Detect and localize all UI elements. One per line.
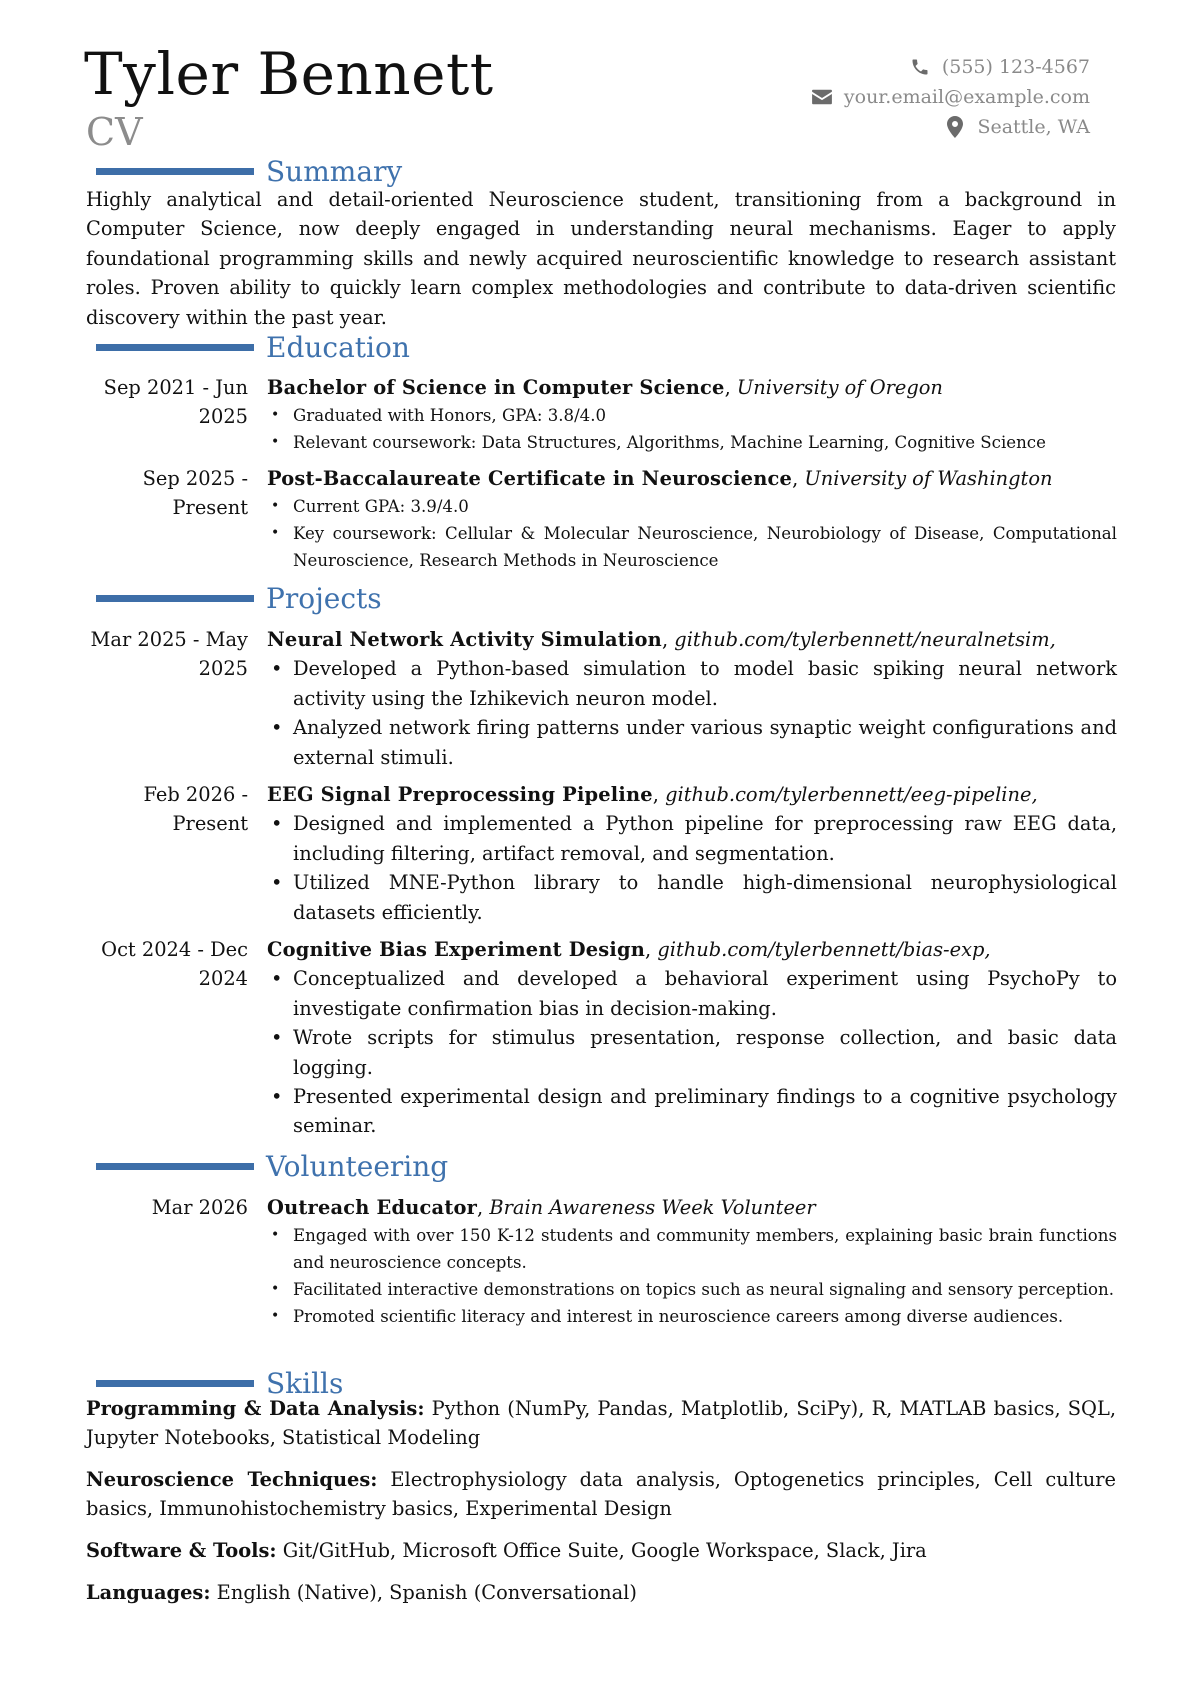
section-accent-bar: [96, 344, 254, 351]
skill-value: English (Native), Spanish (Conversational): [216, 1581, 637, 1604]
entry-title: Bachelor of Science in Computer Science: [267, 376, 725, 399]
entry-org: University of Washington: [804, 467, 1053, 490]
person-name: Tyler Bennett: [84, 40, 494, 108]
bullet-item: • Current GPA: 3.9/4.0: [267, 493, 1117, 520]
entry-date: Sep 2025 - Present: [142, 467, 248, 520]
entry-date: Oct 2024 - Dec 2024: [101, 938, 248, 991]
bullet-item: • Relevant coursework: Data Structures, Algorithms, Machine Learning, Cognitive Science: [267, 429, 1117, 456]
entry-bullets: [267, 964, 1117, 1140]
bullet-item: • Key coursework: Cellular & Molecular Neuroscience, Neurobiology of Disease, Computational Neuroscience, Research Methods in Neuroscience: [267, 520, 1117, 574]
entry-heading: Outreach Educator, Brain Awareness Week Volunteer: [267, 1196, 816, 1219]
entry-heading: Neural Network Activity Simulation, github.com/tylerbennett/neuralnetsim,: [267, 628, 1056, 651]
skill-row: [86, 1465, 1116, 1524]
skill-row: [86, 1578, 1116, 1607]
section-accent-bar: [96, 595, 254, 602]
skill-row: [86, 1394, 1116, 1453]
bullet-item: • Developed a Python-based simulation to model basic spiking neural network activity using the Izhikevich neuron model.: [267, 654, 1117, 713]
entry-heading: EEG Signal Preprocessing Pipeline, github.com/tylerbennett/eeg-pipeline,: [267, 783, 1038, 806]
project-link[interactable]: github.com/tylerbennett/eeg-pipeline,: [665, 783, 1038, 806]
section-title: Summary: [266, 155, 403, 188]
skill-label: Neuroscience Techniques:: [86, 1468, 378, 1491]
entry-title: Neural Network Activity Simulation: [267, 628, 662, 651]
bullet-item: • Promoted scientific literacy and interest in neuroscience careers among diverse audiences.: [267, 1303, 1117, 1330]
entry-title: Cognitive Bias Experiment Design: [267, 938, 646, 961]
entry-date: Feb 2026 - Present: [143, 783, 248, 836]
phone-icon: [906, 56, 934, 78]
map-pin-icon: [941, 116, 969, 138]
section-title: Education: [266, 331, 410, 364]
bullet-item: • Utilized MNE-Python library to handle high-dimensional neurophysiological datasets efficiently.: [267, 868, 1117, 927]
entry-title: EEG Signal Preprocessing Pipeline: [267, 783, 653, 806]
entry-date: Mar 2026: [151, 1196, 248, 1219]
contact-phone[interactable]: [670, 52, 1090, 82]
entry-bullets: [267, 654, 1117, 772]
bullet-item: • Conceptualized and developed a behavioral experiment using PsychoPy to investigate confirmation bias in decision-making.: [267, 964, 1117, 1023]
bullet-item: • Presented experimental design and preliminary findings to a cognitive psychology seminar.: [267, 1082, 1117, 1141]
skill-value: Electrophysiology data analysis, Optogenetics principles, Cell culture basics, Immunohistochemistry basics, Experimental Design: [86, 1468, 1116, 1521]
entry-org: University of Oregon: [736, 376, 943, 399]
entry-bullets: [267, 809, 1117, 927]
project-link[interactable]: github.com/tylerbennett/neuralnetsim,: [674, 628, 1056, 651]
skill-value: Python (NumPy, Pandas, Matplotlib, SciPy), R, MATLAB basics, SQL, Jupyter Notebooks, Statistical Modeling: [86, 1397, 1116, 1450]
section-accent-bar: [96, 168, 254, 175]
bullet-item: • Engaged with over 150 K-12 students and community members, explaining basic brain functions and neuroscience concepts.: [267, 1222, 1117, 1276]
skill-label: Languages:: [86, 1581, 211, 1604]
bullet-item: • Facilitated interactive demonstrations on topics such as neural signaling and sensory perception.: [267, 1276, 1117, 1303]
bullet-item: • Graduated with Honors, GPA: 3.8/4.0: [267, 402, 1117, 429]
entry-title: Outreach Educator: [267, 1196, 478, 1219]
contact-email[interactable]: [670, 82, 1090, 112]
summary-text: Highly analytical and detail-oriented Neuroscience student, transitioning from a background in Computer Science, now deeply engaged in understanding neural mechanisms. Eager to apply foundational programming skills and newly acquired neuroscientific knowledge to research assistant roles. Proven ability to quickly learn complex methodologies and contribute to data-driven scientific discovery within the past year.: [86, 188, 1116, 329]
skill-value: Git/GitHub, Microsoft Office Suite, Google Workspace, Slack, Jira: [282, 1539, 927, 1562]
project-link[interactable]: github.com/tylerbennett/bias-exp,: [657, 938, 991, 961]
entry-date: Mar 2025 - May 2025: [90, 628, 248, 681]
entry-heading: Bachelor of Science in Computer Science, University of Oregon: [267, 376, 943, 399]
skill-row: [86, 1536, 1116, 1565]
entry-org: Brain Awareness Week Volunteer: [489, 1196, 816, 1219]
entry-bullets: [267, 402, 1117, 456]
entry-heading: Cognitive Bias Experiment Design, github.com/tylerbennett/bias-exp,: [267, 938, 991, 961]
skill-label: Software & Tools:: [86, 1539, 277, 1562]
section-title: Volunteering: [266, 1150, 449, 1183]
section-title: Projects: [266, 582, 382, 615]
email-text: your.email@example.com: [843, 86, 1090, 108]
section-volunteering-heading: [96, 1150, 1096, 1186]
contact-location: [670, 112, 1090, 142]
contact-block: [670, 52, 1090, 142]
skill-label: Programming & Data Analysis:: [86, 1397, 425, 1420]
entry-bullets: [267, 493, 1117, 574]
entry-heading: Post-Baccalaureate Certificate in Neuroscience, University of Washington: [267, 467, 1053, 490]
bullet-item: • Analyzed network firing patterns under various synaptic weight configurations and external stimuli.: [267, 713, 1117, 772]
entry-title: Post-Baccalaureate Certificate in Neuroscience: [267, 467, 793, 490]
location-text: Seattle, WA: [977, 116, 1090, 138]
section-title: Skills: [266, 1367, 344, 1400]
section-accent-bar: [96, 1163, 254, 1170]
entry-bullets: [267, 1222, 1117, 1330]
document-subtitle: CV: [86, 110, 143, 154]
section-projects-heading: [96, 582, 1096, 618]
phone-text: (555) 123-4567: [941, 56, 1090, 78]
bullet-item: • Wrote scripts for stimulus presentation, response collection, and basic data logging.: [267, 1023, 1117, 1082]
section-education-heading: [96, 331, 1096, 367]
entry-date: Sep 2021 - Jun 2025: [103, 376, 248, 429]
bullet-item: • Designed and implemented a Python pipeline for preprocessing raw EEG data, including filtering, artifact removal, and segmentation.: [267, 809, 1117, 868]
envelope-icon: [808, 86, 836, 108]
section-accent-bar: [96, 1380, 254, 1387]
